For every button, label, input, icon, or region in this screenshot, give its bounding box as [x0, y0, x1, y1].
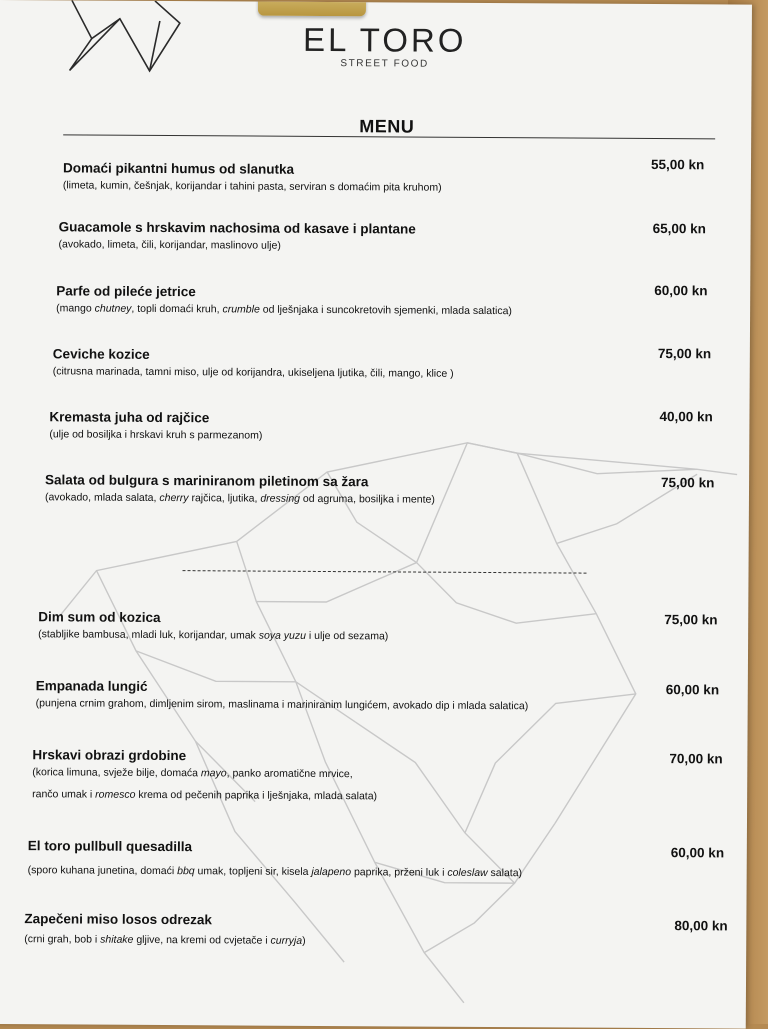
item-price: 75,00 kn — [657, 346, 712, 362]
item-name: Empanada lungić — [35, 678, 148, 694]
item-price: 60,00 kn — [654, 283, 708, 299]
menu-item — [32, 747, 377, 803]
item-description: (stabljike bambusa, mladi luk, korijandar, umak soya yuzu i ulje od sezama) — [38, 628, 389, 643]
item-price: 80,00 kn — [674, 918, 728, 934]
menu-item — [28, 838, 523, 880]
item-description: (crni grah, bob i shitake gljive, na kremi od cvjetače i curryja) — [24, 933, 306, 947]
menu-item — [38, 609, 388, 643]
menu-item — [56, 283, 512, 318]
item-name: Zapečeni miso losos odrezak — [24, 911, 213, 928]
item-name: Domaći pikantni humus od slanutka — [62, 160, 295, 177]
item-price: 70,00 kn — [669, 751, 723, 767]
menu-item — [49, 409, 262, 442]
item-description: (avokado, limeta, čili, korijandar, maslinovo ulje) — [58, 238, 281, 252]
item-price: 40,00 kn — [659, 409, 713, 425]
item-price: 75,00 kn — [664, 612, 718, 628]
menu-item — [63, 160, 442, 194]
brand-subtitle: STREET FOOD — [340, 58, 429, 70]
item-description: (sporo kuhana junetina, domaći bbq umak, topljeni sir, kisela jalapeno paprika, prženi luk i coleslaw salata) — [27, 864, 523, 880]
item-price: 75,00 kn — [661, 475, 715, 491]
item-name: Kremasta juha od rajčice — [49, 409, 210, 426]
item-description: (limeta, kumin, češnjak, korijandar i tahini pasta, serviran s domaćim pita kruhom) — [62, 179, 442, 194]
item-description: (punjena crnim grahom, dimljenim sirom, maslinama i mariniranim lungićem, avokado dip i mlada salatica) — [35, 697, 529, 713]
item-description: (korica limuna, svježe bilje, domaća mayo, panko aromatične mrvice, — [32, 766, 353, 781]
menu-heading: MENU — [359, 116, 415, 137]
item-description: (avokado, mlada salata, cherry rajčica, ljutika, dressing od agruma, bosiljka i mente) — [44, 491, 435, 506]
menu-item — [36, 678, 529, 713]
item-name: El toro pullbull quesadilla — [27, 838, 193, 855]
clipboard-clip — [258, 0, 366, 16]
item-price: 55,00 kn — [650, 156, 705, 173]
item-name: Guacamole s hrskavim nachosima od kasave i plantane — [58, 219, 416, 237]
item-name: Ceviche kozice — [52, 346, 150, 362]
brand-logo — [250, 22, 520, 71]
menu-item — [45, 472, 435, 506]
item-name: Hrskavi obrazi grdobine — [32, 747, 187, 764]
item-price: 65,00 kn — [652, 220, 706, 237]
item-description: (mango chutney, topli domaći kruh, crumble od lješnjaka i suncokretovih sjemenki, mlada salatica) — [56, 302, 512, 318]
menu-item — [58, 219, 415, 253]
brand-name: EL TORO — [302, 20, 467, 59]
item-name: Parfe od pileće jetrice — [56, 283, 196, 300]
item-name: Salata od bulgura s mariniranom piletinom sa žara — [45, 472, 369, 490]
item-price: 60,00 kn — [665, 682, 720, 698]
item-description-line2: rančo umak i romesco krema od pečenih paprika i lješnjaka, mlada salata) — [32, 788, 378, 803]
item-description: (ulje od bosiljka i hrskavi kruh s parmezanom) — [49, 428, 263, 442]
item-price: 60,00 kn — [670, 845, 725, 861]
item-description: (citrusna marinada, tamni miso, ulje od korijandra, ukiseljena ljutika, čili, mango, klice ) — [52, 365, 454, 380]
menu-item — [53, 346, 454, 380]
item-name: Dim sum od kozica — [38, 609, 161, 625]
menu-item — [24, 911, 306, 948]
